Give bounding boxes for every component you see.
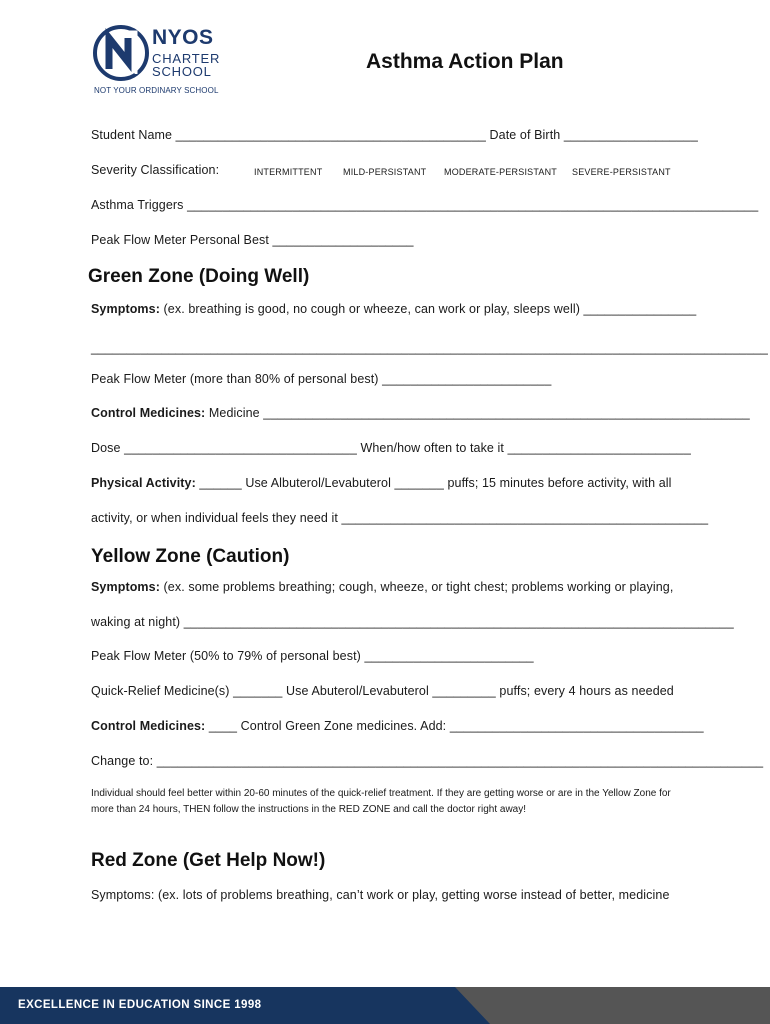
green-zone-heading: Green Zone (Doing Well) xyxy=(88,266,310,287)
yellow-change-to-field[interactable]: Change to: ______________________________________________________________________________________ xyxy=(91,754,764,768)
footer-slogan: EXCELLENCE IN EDUCATION SINCE 1998 xyxy=(18,999,262,1011)
severity-option-moderate[interactable]: MODERATE-PERSISTANT xyxy=(444,167,557,177)
green-activity-cont[interactable]: activity, or when individual feels they need it ____________________________________________________ xyxy=(91,511,709,525)
yellow-control-medicines-field[interactable] xyxy=(91,719,704,733)
yellow-zone-heading: Yellow Zone (Caution) xyxy=(91,546,290,567)
yellow-symptoms-text: (ex. some problems breathing; cough, wheeze, or tight chest; problems working or playing, xyxy=(159,580,674,594)
yellow-quick-relief-field[interactable]: Quick-Relief Medicine(s) _______ Use Abuterol/Levabuterol _________ puffs; every 4 hours as needed xyxy=(91,684,674,698)
logo-line1: CHARTER xyxy=(152,51,221,66)
logo-line2: SCHOOL xyxy=(152,64,212,79)
yellow-peak-flow-field[interactable]: Peak Flow Meter (50% to 79% of personal best) ________________________ xyxy=(91,649,534,663)
page-title: Asthma Action Plan xyxy=(366,50,564,73)
yellow-symptoms-label: Symptoms: xyxy=(91,580,160,594)
peak-flow-best-field[interactable]: Peak Flow Meter Personal Best ____________________ xyxy=(91,233,414,247)
severity-label: Severity Classification: xyxy=(91,163,220,177)
red-symptoms-field[interactable]: Symptoms: (ex. lots of problems breathing, can’t work or play, getting worse instead of better, medicine xyxy=(91,888,670,902)
green-activity-field[interactable] xyxy=(91,476,672,490)
page-footer xyxy=(0,987,770,1024)
green-peak-flow-field[interactable]: Peak Flow Meter (more than 80% of personal best) ________________________ xyxy=(91,372,552,386)
yellow-symptoms-cont[interactable]: waking at night) ______________________________________________________________________________ xyxy=(91,615,734,629)
green-control-text: Medicine _____________________________________________________________________ xyxy=(205,406,750,420)
yellow-control-text: ____ Control Green Zone medicines. Add: ____________________________________ xyxy=(205,719,704,733)
green-activity-text: ______ Use Albuterol/Levabuterol _______ puffs; 15 minutes before activity, with all xyxy=(195,476,672,490)
green-symptoms-field[interactable] xyxy=(91,302,696,316)
severity-option-mild[interactable]: MILD-PERSISTANT xyxy=(343,167,427,177)
severity-option-intermittent[interactable]: INTERMITTENT xyxy=(254,167,323,177)
yellow-notice: Individual should feel better within 20-60 minutes of the quick-relief treatment. If they are getting worse or are in the Yellow Zone for more than 24 hours, THEN follow the instructions in the RED ZONE and call the doctor right away! xyxy=(91,788,671,815)
green-symptoms-label: Symptoms: xyxy=(91,302,160,316)
school-logo xyxy=(92,24,222,96)
logo-name: NYOS xyxy=(152,26,214,49)
yellow-symptoms-field[interactable] xyxy=(91,580,673,594)
severity-option-severe[interactable]: SEVERE-PERSISTANT xyxy=(572,167,671,177)
green-control-medicines-field[interactable] xyxy=(91,406,750,420)
green-control-label: Control Medicines: xyxy=(91,406,206,420)
nyos-emblem-icon xyxy=(92,24,150,82)
yellow-control-label: Control Medicines: xyxy=(91,719,206,733)
logo-tagline: NOT YOUR ORDINARY SCHOOL xyxy=(94,86,219,95)
green-symptoms-text: (ex. breathing is good, no cough or wheeze, can work or play, sleeps well) ________________ xyxy=(159,302,697,316)
student-name-field[interactable]: Student Name ____________________________________________ Date of Birth ___________________ xyxy=(91,128,698,142)
green-blank-line[interactable]: ________________________________________________________________________________________________ xyxy=(91,341,768,355)
red-zone-heading: Red Zone (Get Help Now!) xyxy=(91,850,326,871)
green-activity-label: Physical Activity: xyxy=(91,476,196,490)
asthma-triggers-field[interactable]: Asthma Triggers _________________________________________________________________________________ xyxy=(91,198,759,212)
green-dose-field[interactable]: Dose _________________________________ When/how often to take it __________________________ xyxy=(91,441,691,455)
